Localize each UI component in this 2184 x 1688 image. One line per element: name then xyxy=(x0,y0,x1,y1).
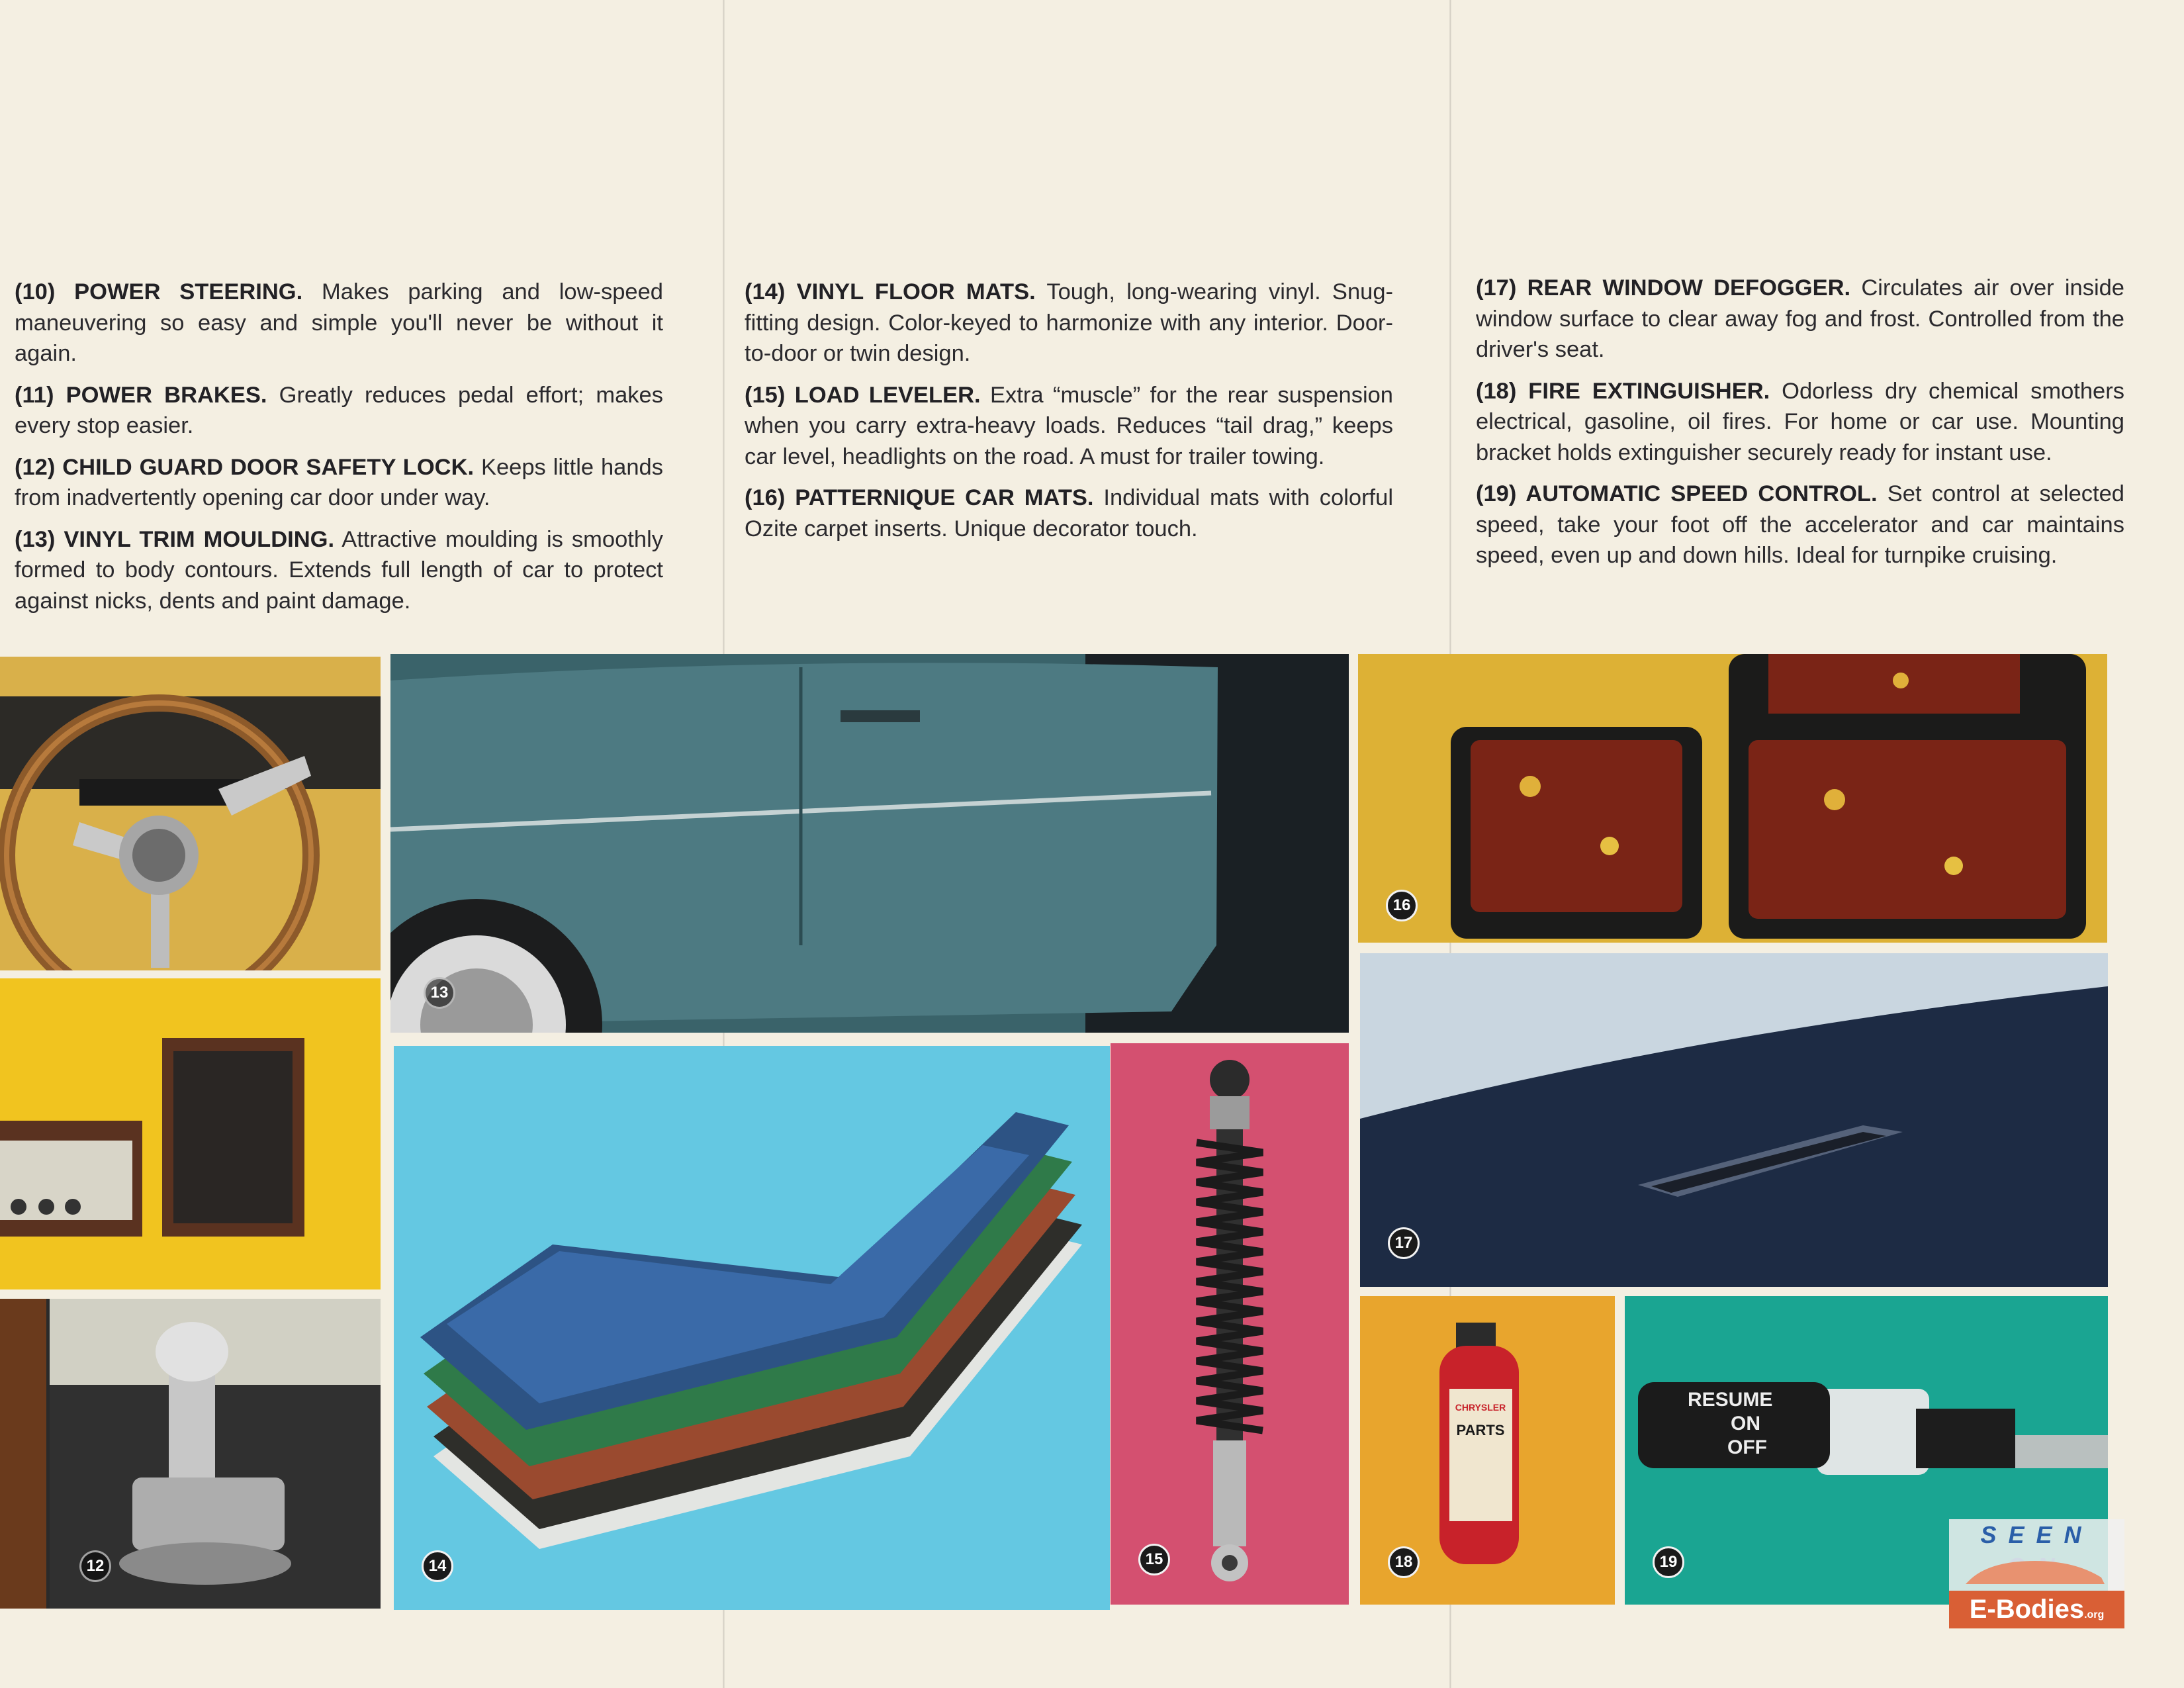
photo-child-guard-lock xyxy=(0,1299,381,1609)
item-19-body: Set control at selected speed, take your foot off the accelerator and car maintains speed, even up and down hills. Ideal for turnpike cruising. xyxy=(1476,481,2124,568)
watermark xyxy=(1949,1519,2124,1628)
item-13-body: Attractive moulding is smoothly formed to body contours. Extends full length of car to protect against nicks, dents and paint damage. xyxy=(15,526,663,614)
text-column-right xyxy=(1476,273,2124,582)
door-lock-illustration xyxy=(0,1299,381,1609)
text-column-left xyxy=(15,277,663,627)
item-15-title: (15) LOAD LEVELER. xyxy=(745,382,981,408)
speed-control-resume: RESUME xyxy=(1688,1389,1773,1411)
item-14-title: (14) VINYL FLOOR MATS. xyxy=(745,279,1036,305)
extinguisher-name: PARTS xyxy=(1456,1422,1505,1438)
photo-vinyl-floor-mats xyxy=(394,1046,1110,1610)
watermark-bottom xyxy=(1949,1591,2124,1628)
photo-rear-window-defogger xyxy=(1360,953,2108,1287)
photo-power-steering xyxy=(0,657,381,970)
item-17-body: Circulates air over inside window surface to clear away fog and frost. Controlled from the driver's seat. xyxy=(1476,275,2124,362)
item-16 xyxy=(745,483,1393,544)
patterned-mats-illustration xyxy=(1358,654,2107,943)
photo-patternique-car-mats xyxy=(1358,654,2107,943)
steering-wheel-illustration xyxy=(0,657,381,970)
item-17 xyxy=(1476,273,2124,365)
item-16-title: (16) PATTERNIQUE CAR MATS. xyxy=(745,485,1094,510)
watermark-brand: E-Bodies xyxy=(1969,1595,2085,1624)
car-side-illustration xyxy=(390,654,1349,1033)
photo-load-leveler xyxy=(1111,1043,1349,1605)
badge-18: 18 xyxy=(1388,1546,1420,1578)
item-10 xyxy=(15,277,663,369)
speed-control-on: ON xyxy=(1731,1413,1760,1434)
defogger-illustration xyxy=(1360,953,2108,1287)
watermark-suffix: .org xyxy=(2084,1609,2105,1620)
item-13-title: (13) VINYL TRIM MOULDING. xyxy=(15,526,335,552)
item-17-title: (17) REAR WINDOW DEFOGGER. xyxy=(1476,275,1851,301)
badge-16: 16 xyxy=(1386,890,1418,921)
car-silhouette-icon xyxy=(1949,1551,2124,1591)
item-19 xyxy=(1476,479,2124,571)
watermark-top: SEEN xyxy=(1949,1519,2124,1551)
item-14 xyxy=(745,277,1393,369)
item-15-body: Extra “muscle” for the rear suspension when you carry extra-heavy loads. Reduces “tail drag,” keeps car level, headlights on the road. A must for trailer towing. xyxy=(745,382,1393,469)
item-12-title: (12) CHILD GUARD DOOR SAFETY LOCK. xyxy=(15,454,475,480)
item-18-title: (18) FIRE EXTINGUISHER. xyxy=(1476,378,1770,404)
item-18-body: Odorless dry chemical smothers electrical, gasoline, oil fires. For home or car use. Mounting bracket holds extinguisher securely ready for instant use. xyxy=(1476,378,2124,465)
item-11 xyxy=(15,380,663,442)
badge-19: 19 xyxy=(1653,1546,1684,1578)
badge-17: 17 xyxy=(1388,1227,1420,1259)
item-11-body: Greatly reduces pedal effort; makes every stop easier. xyxy=(15,382,663,438)
speed-control-off: OFF xyxy=(1727,1436,1767,1458)
item-13 xyxy=(15,524,663,617)
floor-mats-illustration xyxy=(394,1046,1110,1610)
item-14-body: Tough, long-wearing vinyl. Snug-fitting design. Color-keyed to harmonize with any interior. Door-to-door or twin design. xyxy=(745,279,1393,366)
item-10-body: Makes parking and low-speed maneuvering so easy and simple you'll never be without it again. xyxy=(15,279,663,366)
item-16-body: Individual mats with colorful Ozite carpet inserts. Unique decorator touch. xyxy=(745,485,1393,541)
item-10-title: (10) POWER STEERING. xyxy=(15,279,303,305)
item-12 xyxy=(15,452,663,514)
badge-13: 13 xyxy=(424,977,455,1009)
item-12-body: Keeps little hands from inadvertently opening car door under way. xyxy=(15,454,663,510)
text-column-middle xyxy=(745,277,1393,555)
item-18 xyxy=(1476,376,2124,469)
photo-power-brakes xyxy=(0,978,381,1289)
badge-12: 12 xyxy=(79,1550,111,1582)
item-15 xyxy=(745,380,1393,473)
shock-absorber-illustration xyxy=(1111,1043,1349,1605)
badge-14: 14 xyxy=(422,1550,453,1582)
stereo-illustration xyxy=(0,978,381,1289)
photo-vinyl-trim-moulding xyxy=(390,654,1349,1033)
photo-fire-extinguisher xyxy=(1360,1296,1615,1605)
extinguisher-brand: CHRYSLER xyxy=(1455,1402,1506,1413)
item-19-title: (19) AUTOMATIC SPEED CONTROL. xyxy=(1476,481,1878,506)
badge-15: 15 xyxy=(1138,1544,1170,1575)
item-11-title: (11) POWER BRAKES. xyxy=(15,382,267,408)
